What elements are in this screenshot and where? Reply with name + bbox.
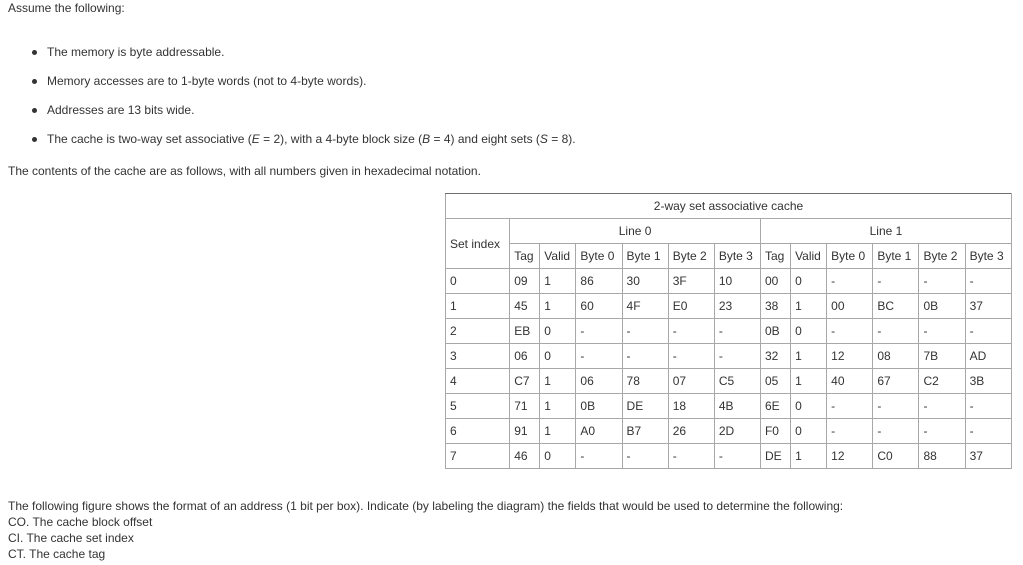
table-cell: - bbox=[622, 344, 668, 369]
table-cell: 1 bbox=[540, 419, 576, 444]
table-cell: 1 bbox=[791, 444, 827, 469]
table-cell: - bbox=[965, 394, 1011, 419]
table-cell: - bbox=[576, 319, 622, 344]
table-cell: 1 bbox=[540, 394, 576, 419]
table-cell: 0 bbox=[540, 344, 576, 369]
column-header: Byte 2 bbox=[919, 244, 965, 269]
table-cell: 12 bbox=[827, 444, 873, 469]
table-cell: 12 bbox=[827, 344, 873, 369]
table-cell: E0 bbox=[668, 294, 714, 319]
assumption-text-s: = 8). bbox=[547, 132, 576, 146]
table-cell: 38 bbox=[760, 294, 790, 319]
column-header-row bbox=[446, 244, 1012, 269]
table-cell: 71 bbox=[510, 394, 540, 419]
column-header: Valid bbox=[791, 244, 827, 269]
var-b: B bbox=[422, 132, 431, 146]
table-cell: 1 bbox=[791, 344, 827, 369]
table-cell: 0 bbox=[540, 319, 576, 344]
table-cell: 1 bbox=[791, 369, 827, 394]
table-cell: - bbox=[873, 269, 919, 294]
table-cell: 0 bbox=[791, 319, 827, 344]
table-cell: - bbox=[668, 319, 714, 344]
column-header: Byte 3 bbox=[714, 244, 760, 269]
table-cell: 3B bbox=[965, 369, 1011, 394]
line1-header: Line 1 bbox=[760, 219, 1011, 244]
assumption-item bbox=[30, 44, 576, 73]
table-cell: - bbox=[827, 394, 873, 419]
contents-description: The contents of the cache are as follows, with all numbers given in hexadecimal notation. bbox=[8, 164, 481, 178]
assumption-text: The memory is byte addressable. bbox=[47, 45, 225, 59]
table-cell: 45 bbox=[510, 294, 540, 319]
table-cell: BC bbox=[873, 294, 919, 319]
table-cell: 00 bbox=[827, 294, 873, 319]
set-index-cell: 1 bbox=[446, 294, 510, 319]
column-header: Byte 0 bbox=[576, 244, 622, 269]
table-cell: - bbox=[919, 269, 965, 294]
table-cell: - bbox=[714, 444, 760, 469]
table-cell: - bbox=[668, 444, 714, 469]
table-cell: 46 bbox=[510, 444, 540, 469]
table-cell: - bbox=[873, 394, 919, 419]
table-cell: 91 bbox=[510, 419, 540, 444]
field-ct: CT. The cache tag bbox=[8, 547, 106, 561]
table-cell: 86 bbox=[576, 269, 622, 294]
table-cell: DE bbox=[760, 444, 790, 469]
table-cell: 0 bbox=[791, 419, 827, 444]
table-cell: 67 bbox=[873, 369, 919, 394]
set-index-cell: 0 bbox=[446, 269, 510, 294]
table-cell: 18 bbox=[668, 394, 714, 419]
table-cell: 0 bbox=[791, 394, 827, 419]
table-cell: 88 bbox=[919, 444, 965, 469]
table-cell: 30 bbox=[622, 269, 668, 294]
table-cell: - bbox=[668, 344, 714, 369]
table-cell: 1 bbox=[540, 369, 576, 394]
assumption-item bbox=[30, 102, 576, 131]
table-cell: 37 bbox=[965, 444, 1011, 469]
table-cell: 05 bbox=[760, 369, 790, 394]
column-header: Tag bbox=[760, 244, 790, 269]
table-cell: 1 bbox=[540, 294, 576, 319]
table-cell: 1 bbox=[540, 269, 576, 294]
table-cell: - bbox=[919, 419, 965, 444]
table-cell: C0 bbox=[873, 444, 919, 469]
table-cell: AD bbox=[965, 344, 1011, 369]
table-row bbox=[446, 294, 1012, 319]
table-row bbox=[446, 444, 1012, 469]
following-section bbox=[8, 498, 843, 562]
set-index-cell: 6 bbox=[446, 419, 510, 444]
table-cell: 40 bbox=[827, 369, 873, 394]
table-cell: 0B bbox=[576, 394, 622, 419]
table-cell: 08 bbox=[873, 344, 919, 369]
field-co: CO. The cache block offset bbox=[8, 515, 153, 529]
table-cell: - bbox=[576, 444, 622, 469]
set-index-cell: 5 bbox=[446, 394, 510, 419]
table-cell: A0 bbox=[576, 419, 622, 444]
table-cell: 78 bbox=[622, 369, 668, 394]
table-cell: - bbox=[965, 419, 1011, 444]
table-cell: 37 bbox=[965, 294, 1011, 319]
set-index-header: Set index bbox=[446, 219, 510, 269]
table-cell: C7 bbox=[510, 369, 540, 394]
table-cell: - bbox=[827, 419, 873, 444]
table-cell: - bbox=[827, 319, 873, 344]
column-header: Byte 3 bbox=[965, 244, 1011, 269]
table-cell: DE bbox=[622, 394, 668, 419]
table-cell: 4B bbox=[714, 394, 760, 419]
table-cell: - bbox=[827, 269, 873, 294]
table-cell: - bbox=[714, 319, 760, 344]
line0-header: Line 0 bbox=[510, 219, 761, 244]
table-cell: 26 bbox=[668, 419, 714, 444]
table-cell: F0 bbox=[760, 419, 790, 444]
table-row bbox=[446, 269, 1012, 294]
set-index-cell: 2 bbox=[446, 319, 510, 344]
table-row bbox=[446, 369, 1012, 394]
assumption-text-e: = 2), with a 4-byte block size ( bbox=[259, 132, 423, 146]
table-cell: - bbox=[622, 319, 668, 344]
assumption-text: Addresses are 13 bits wide. bbox=[47, 103, 195, 117]
table-cell: - bbox=[714, 344, 760, 369]
table-cell: 0 bbox=[540, 444, 576, 469]
table-cell: 09 bbox=[510, 269, 540, 294]
table-cell: EB bbox=[510, 319, 540, 344]
table-cell: - bbox=[965, 319, 1011, 344]
table-row bbox=[446, 319, 1012, 344]
table-cell: 23 bbox=[714, 294, 760, 319]
table-row bbox=[446, 419, 1012, 444]
table-cell: C5 bbox=[714, 369, 760, 394]
table-cell: 06 bbox=[510, 344, 540, 369]
table-cell: 00 bbox=[760, 269, 790, 294]
table-row bbox=[446, 344, 1012, 369]
table-cell: B7 bbox=[622, 419, 668, 444]
var-e: E bbox=[251, 132, 260, 146]
table-cell: 6E bbox=[760, 394, 790, 419]
assumption-item bbox=[30, 131, 576, 160]
column-header: Byte 0 bbox=[827, 244, 873, 269]
assumption-text: Memory accesses are to 1-byte words (not to 4-byte words). bbox=[47, 74, 367, 88]
assumption-item bbox=[30, 73, 576, 102]
table-cell: - bbox=[622, 444, 668, 469]
assumptions-list bbox=[30, 44, 576, 160]
table-cell: 0B bbox=[919, 294, 965, 319]
table-title: 2-way set associative cache bbox=[446, 194, 1012, 219]
table-cell: - bbox=[919, 394, 965, 419]
assumption-text-b: = 4) and eight sets ( bbox=[430, 132, 540, 146]
cache-body bbox=[446, 269, 1012, 469]
field-ci: CI. The cache set index bbox=[8, 531, 134, 545]
table-cell: 7B bbox=[919, 344, 965, 369]
table-cell: 2D bbox=[714, 419, 760, 444]
table-cell: 0 bbox=[791, 269, 827, 294]
cache-table bbox=[445, 193, 1012, 469]
table-cell: - bbox=[873, 319, 919, 344]
column-header: Byte 1 bbox=[622, 244, 668, 269]
table-cell: 3F bbox=[668, 269, 714, 294]
table-cell: - bbox=[576, 344, 622, 369]
var-s: S bbox=[539, 132, 548, 146]
set-index-cell: 4 bbox=[446, 369, 510, 394]
table-cell: 06 bbox=[576, 369, 622, 394]
table-cell: 10 bbox=[714, 269, 760, 294]
table-cell: 1 bbox=[791, 294, 827, 319]
table-cell: - bbox=[919, 319, 965, 344]
table-cell: 32 bbox=[760, 344, 790, 369]
intro-text: Assume the following: bbox=[8, 1, 125, 15]
table-cell: 0B bbox=[760, 319, 790, 344]
column-header: Tag bbox=[510, 244, 540, 269]
column-header: Byte 1 bbox=[873, 244, 919, 269]
table-cell: C2 bbox=[919, 369, 965, 394]
table-cell: 4F bbox=[622, 294, 668, 319]
following-instruction: The following figure shows the format of an address (1 bit per box). Indicate (by labeling the diagram) the fields that would be used to determine the following: bbox=[8, 499, 844, 513]
table-cell: 60 bbox=[576, 294, 622, 319]
column-header: Valid bbox=[540, 244, 576, 269]
assumption-text-pre: The cache is two-way set associative ( bbox=[47, 132, 252, 146]
column-header: Byte 2 bbox=[668, 244, 714, 269]
set-index-cell: 7 bbox=[446, 444, 510, 469]
table-cell: - bbox=[873, 419, 919, 444]
set-index-cell: 3 bbox=[446, 344, 510, 369]
table-cell: 07 bbox=[668, 369, 714, 394]
table-cell: - bbox=[965, 269, 1011, 294]
table-row bbox=[446, 394, 1012, 419]
